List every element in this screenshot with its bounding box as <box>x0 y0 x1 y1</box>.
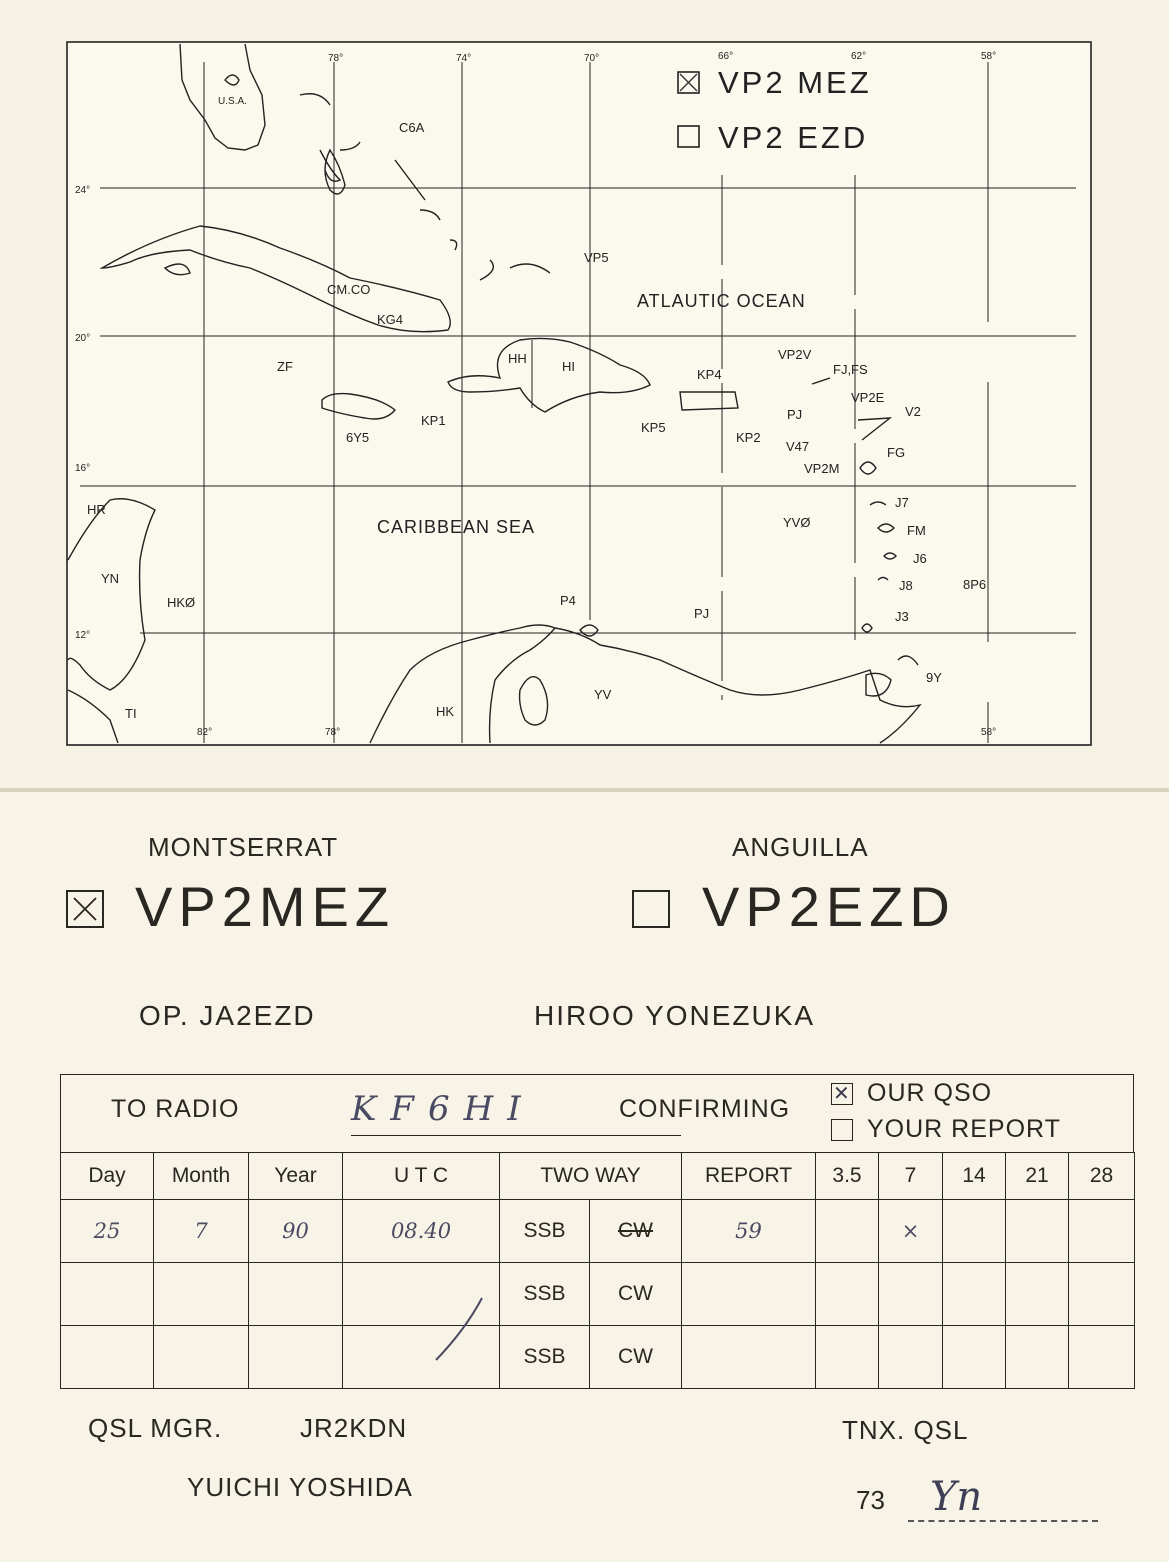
to-radio-header <box>60 1074 1134 1152</box>
label-8p6: 8P6 <box>963 577 987 592</box>
cell-band-28[interactable] <box>1069 1200 1135 1263</box>
cell-cw[interactable]: CW <box>590 1326 682 1389</box>
right-call-sign: VP2EZD <box>702 875 956 938</box>
your-report-checkbox[interactable] <box>831 1119 853 1141</box>
cell-band-7[interactable]: × <box>879 1200 943 1263</box>
label-hh: HH <box>508 351 527 366</box>
cell-month[interactable]: 7 <box>154 1200 249 1263</box>
lon-label-58: 58° <box>981 51 997 62</box>
cell-report[interactable]: 59 <box>682 1200 816 1263</box>
cell-band-3.5[interactable] <box>816 1263 879 1326</box>
label-hi: HI <box>562 359 575 374</box>
col-month: Month <box>154 1153 249 1200</box>
cell-year[interactable] <box>249 1326 343 1389</box>
cell-month[interactable] <box>154 1263 249 1326</box>
col-day: Day <box>61 1153 154 1200</box>
label-vp5: VP5 <box>584 250 609 265</box>
your-report-option[interactable] <box>831 1115 1061 1144</box>
label-kg4: KG4 <box>377 312 404 327</box>
left-call-sign: VP2MEZ <box>135 875 396 938</box>
signature-line <box>908 1520 1098 1522</box>
col-3.5: 3.5 <box>816 1153 879 1200</box>
label-kp5: KP5 <box>641 420 666 435</box>
cell-month[interactable] <box>154 1326 249 1389</box>
table-row <box>61 1263 1135 1326</box>
cell-ssb[interactable]: SSB <box>500 1263 590 1326</box>
label-ti: TI <box>125 706 137 721</box>
label-6y5: 6Y5 <box>346 430 370 445</box>
cell-band-21[interactable] <box>1006 1263 1069 1326</box>
cell-year[interactable] <box>249 1263 343 1326</box>
cell-band-14[interactable] <box>943 1326 1006 1389</box>
left-call-check-mark <box>68 892 102 926</box>
cell-band-21[interactable] <box>1006 1326 1069 1389</box>
cell-band-7[interactable] <box>879 1326 943 1389</box>
label-hk0: HKØ <box>167 595 196 610</box>
lon-label-78-bottom: 78° <box>325 727 341 738</box>
col-year: Year <box>249 1153 343 1200</box>
label-yn: YN <box>101 571 120 586</box>
cell-band-28[interactable] <box>1069 1326 1135 1389</box>
cell-day[interactable]: 25 <box>61 1200 154 1263</box>
right-call-checkbox[interactable] <box>632 890 670 928</box>
label-hk: HK <box>436 704 455 719</box>
label-yv0: YVØ <box>783 515 811 530</box>
operator-name: HIROO YONEZUKA <box>534 1000 816 1031</box>
lon-label-74: 74° <box>456 53 472 64</box>
lat-label-12: 12° <box>75 630 91 641</box>
label-v47: V47 <box>786 439 810 454</box>
label-kp4: KP4 <box>697 367 722 382</box>
label-caribbean-sea: CARIBBEAN SEA <box>377 517 536 537</box>
lon-label-82-bottom: 82° <box>197 727 213 738</box>
cell-report[interactable] <box>682 1263 816 1326</box>
lat-label-24: 24° <box>75 185 91 196</box>
map-frame <box>67 42 1091 745</box>
signature: Yn <box>930 1474 983 1520</box>
qsl-manager-label: QSL MGR. <box>88 1413 223 1443</box>
lon-label-66: 66° <box>718 51 734 62</box>
lon-label-58-bottom: 58° <box>981 727 997 738</box>
label-fjfs: FJ,FS <box>833 362 868 377</box>
lon-label-70: 70° <box>584 53 600 64</box>
table-row <box>61 1200 1135 1263</box>
label-pj-north: PJ <box>787 407 803 422</box>
label-pj-south: PJ <box>694 606 710 621</box>
seventy-three: 73 <box>856 1485 885 1515</box>
col-7: 7 <box>879 1153 943 1200</box>
map-option-vp2ezd: VP2 EZD <box>718 120 869 155</box>
qsl-manager-name: YUICHI YOSHIDA <box>187 1472 413 1502</box>
cell-cw[interactable]: CW <box>590 1200 682 1263</box>
label-yv: YV <box>594 687 612 702</box>
col-utc: U T C <box>343 1153 500 1200</box>
lon-label-78: 78° <box>328 53 344 64</box>
cell-band-7[interactable] <box>879 1263 943 1326</box>
your-report-label: YOUR REPORT <box>867 1115 1061 1143</box>
label-cmco: CM.CO <box>327 282 371 297</box>
cell-band-21[interactable] <box>1006 1200 1069 1263</box>
label-j3: J3 <box>895 609 909 624</box>
label-fg: FG <box>887 445 906 460</box>
cell-band-28[interactable] <box>1069 1263 1135 1326</box>
cell-year[interactable]: 90 <box>249 1200 343 1263</box>
cell-utc[interactable]: 08.40 <box>343 1200 500 1263</box>
cell-band-14[interactable] <box>943 1263 1006 1326</box>
utc-slash-mark <box>420 1290 500 1370</box>
lat-label-20: 20° <box>75 333 91 344</box>
our-qso-label: OUR QSO <box>867 1079 993 1107</box>
cell-day[interactable] <box>61 1263 154 1326</box>
cell-ssb[interactable]: SSB <box>500 1200 590 1263</box>
lon-label-62: 62° <box>851 51 867 62</box>
label-j7: J7 <box>895 495 909 510</box>
operator-call: OP. JA2EZD <box>139 1000 316 1031</box>
cell-report[interactable] <box>682 1326 816 1389</box>
cell-ssb[interactable]: SSB <box>500 1326 590 1389</box>
tnx-qsl: TNX. QSL <box>842 1415 969 1445</box>
label-fm: FM <box>907 523 926 538</box>
label-hr: HR <box>87 502 106 517</box>
cell-band-3.5[interactable] <box>816 1200 879 1263</box>
label-zf: ZF <box>277 359 293 374</box>
qsl-manager-call: JR2KDN <box>300 1413 408 1443</box>
label-usa: U.S.A. <box>218 96 247 107</box>
to-radio-callsign[interactable]: KF6HI <box>351 1089 681 1136</box>
col-21: 21 <box>1006 1153 1069 1200</box>
cell-cw[interactable]: CW <box>590 1263 682 1326</box>
label-vp2e: VP2E <box>851 390 885 405</box>
label-kp2: KP2 <box>736 430 761 445</box>
left-call-checkbox[interactable] <box>66 890 104 928</box>
col-report: REPORT <box>682 1153 816 1200</box>
qso-log-table <box>60 1152 1135 1389</box>
map-option-vp2mez: VP2 MEZ <box>718 65 872 100</box>
label-p4: P4 <box>560 593 576 608</box>
label-v2: V2 <box>905 404 921 419</box>
label-9y: 9Y <box>926 670 942 685</box>
cell-day[interactable] <box>61 1326 154 1389</box>
lat-label-16: 16° <box>75 463 91 474</box>
label-j8: J8 <box>899 578 913 593</box>
cell-band-14[interactable] <box>943 1200 1006 1263</box>
table-header-row <box>61 1153 1135 1200</box>
our-qso-option[interactable] <box>831 1079 992 1108</box>
left-country-name: MONTSERRAT <box>148 832 339 862</box>
right-country-name: ANGUILLA <box>732 832 869 862</box>
col-28: 28 <box>1069 1153 1135 1200</box>
col-14: 14 <box>943 1153 1006 1200</box>
label-vp2m: VP2M <box>804 461 840 476</box>
to-radio-label: TO RADIO <box>111 1095 240 1123</box>
label-kp1: KP1 <box>421 413 446 428</box>
col-two-way: TWO WAY <box>500 1153 682 1200</box>
label-j6: J6 <box>913 551 927 566</box>
label-vp2v: VP2V <box>778 347 812 362</box>
our-qso-checkbox[interactable] <box>831 1083 853 1105</box>
label-c6a: C6A <box>399 120 425 135</box>
table-row <box>61 1326 1135 1389</box>
label-ocean: ATLAUTIC OCEAN <box>637 291 806 311</box>
confirming-label: CONFIRMING <box>619 1095 791 1123</box>
cell-band-3.5[interactable] <box>816 1326 879 1389</box>
